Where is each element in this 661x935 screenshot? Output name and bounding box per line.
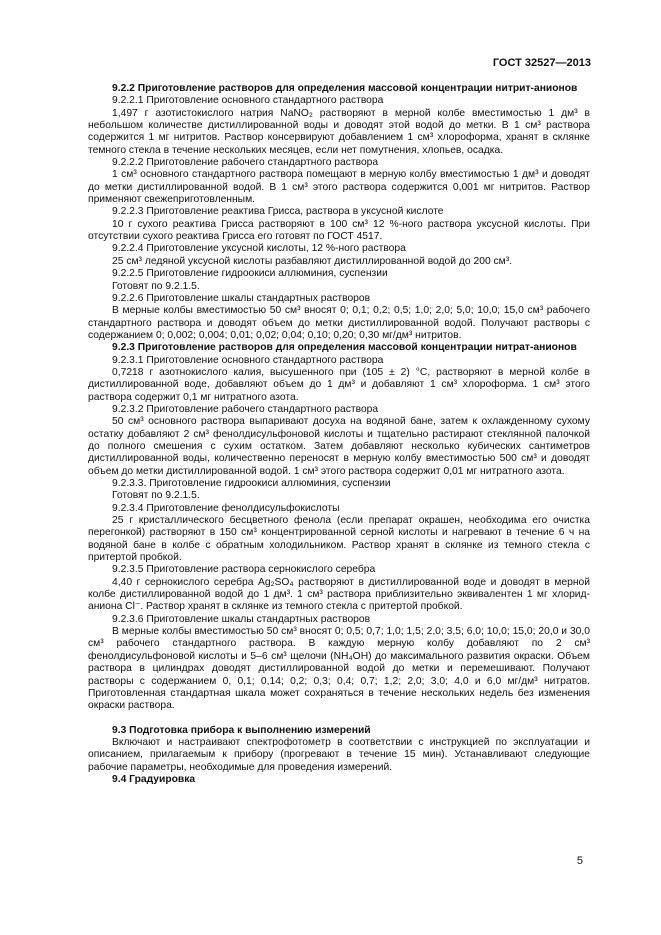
paragraph: 0,7218 г азотнокислого калия, высушенного при (105 ± 2) °С, растворяют в мерной колбе в дистиллированной воде, добавляют объем до 1 дм³ и добавляют 1 см³ хлороформа. 1 см³ этого раствора содержит 0,1 мг нитратного азота. <box>88 366 590 403</box>
paragraph: 4,40 г сернокислого серебра Ag₂SO₄ растворяют в дистиллированной воде и доводят в мерной колбе дистиллированной водой до 1 дм³. 1 см³ раствора приблизительно эквивалентен 1 мг хлорид-аниона Cl⁻. Раствор хранят в склянке из темного стекла с притертой пробкой. <box>88 576 590 613</box>
paragraph: 9.2.2.6 Приготовление шкалы стандартных растворов <box>112 292 371 304</box>
paragraph: 1 см³ основного стандартного раствора помещают в мерную колбу вместимостью 1 дм³ и доводят до метки дистиллированной водой. В 1 см³ этого раствора содержится 0,001 мг нитритов. Раствор применяют свежеприготовленным. <box>88 169 590 206</box>
section-spacer <box>88 713 590 725</box>
paragraph: Готовят по 9.2.1.5. <box>112 490 200 502</box>
paragraph: 50 см³ основного раствора выпаривают досуха на водяной бане, затем к охлажденному сухому остатку добавляют 2 см³ фенолдисульфоновой кислоты и тщательно растирают стеклянной палочкой до полного смешения с сухим остатком. Затем добавляют несколько кубических сантиметров дистиллированной воды, количественно переносят в мерную колбу вместимостью 500 см³ и доводят объем до метки дистиллированной водой. 1 см³ этого раствора содержит 0,01 мг нитратного азота. <box>88 416 590 477</box>
paragraph: 9.2.3 Приготовление растворов для определения массовой концентрации нитрат-анионов <box>112 342 577 354</box>
paragraph: 9.2.2.5 Приготовление гидроокиси аллюминия, суспензии <box>112 268 388 280</box>
paragraph: 9.2.2.3 Приготовление реактива Грисса, раствора в уксусной кислоте <box>112 206 444 218</box>
paragraph: В мерные колбы вместимостью 50 см³ вносят 0; 0,5; 0,7; 1,0; 1,5; 2,0; 3,5; 6,0; 10,0; 15,0; 20,0 и 30,0 см³ рабочего стандартного раствора. В каждую мерную колбу добавляют по 2 см³ фенолдисульфоновой кислоты и 5–6 см³ щелочи (NH₄OH) до максимального развития окраски. Объем раствора в цилиндрах доводят дистиллированной водой до метки и перемешивают. Получают растворы с содержанием 0, 0,1; 0,14; 0,2; 0,3; 0,4; 0,7; 1,2; 2,0; 3,0; 4,0 и 6,0 мг/дм³ нитратов. Приготовленная стандартная шкала может сохраняться в течение нескольких недель без изменения окраски раствора. <box>88 626 590 712</box>
paragraph: 9.2.3.6 Приготовление шкалы стандартных растворов <box>112 613 371 625</box>
document-body <box>88 83 590 786</box>
paragraph: 9.2.2.4 Приготовление уксусной кислоты, 12 %-ного раствора <box>112 243 406 255</box>
paragraph: 25 см³ ледяной уксусной кислоты разбавляют дистиллированной водой до 200 см³. <box>112 255 513 267</box>
section-9-4-title: 9.4 Градуировка <box>112 773 196 785</box>
paragraph: 9.2.3.4 Приготовление фенолдисульфокислоты <box>112 502 340 514</box>
paragraph: В мерные колбы вместимостью 50 см³ вносят 0; 0,1; 0,2; 0,5; 1,0; 2,0; 5,0; 10,0; 15,0 см³ рабочего стандартного раствора и доводят объем до метки дистиллированной водой. Получают растворы с содержанием 0; 0,002; 0,004; 0,01; 0,02; 0,04; 0,10; 0,20; 0,30 мг/дм³ нитритов. <box>88 305 590 341</box>
section-9-3-title: 9.3 Подготовка прибора к выполнению измерений <box>112 724 371 736</box>
section-9-3-text: Включают и настраивают спектрофотометр в соответствии с инструкцией по эксплуатации и описанием, прилагаемым к прибору (прогревают в течение 15 мин). Устанавливают следующие рабочие параметры, необходимые для проведения измерений. <box>88 736 590 773</box>
standard-header: ГОСТ 32527—2013 <box>492 57 591 69</box>
paragraph: 1,497 г азотистокислого натрия NaNO₂ растворяют в мерной колбе вместимостью 1 дм³ в небольшом количестве дистиллированной воды и доводят этой водой до метки. В 1 см³ раствора содержится 1 мг нитритов. Раствор консервируют добавлением 1 см³ хлороформа, хранят в склянке темного стекла в течение нескольких месяцев, если нет помутнения, хлопьев, осадка. <box>88 107 590 156</box>
paragraph: 9.2.2 Приготовление растворов для определения массовой концентрации нитрит-анионов <box>112 83 578 94</box>
paragraph: 9.2.2.1 Приготовление основного стандартного раствора <box>112 95 384 107</box>
page-number: 5 <box>576 855 583 867</box>
paragraph: 25 г кристаллического бесцветного фенола (если препарат окрашен, необходима его очистка перегонкой) растворяют в 150 см³ концентрированной серной кислоты и нагревают в течение 6 ч на водяной бане в колбе с обратным холодильником. Раствор хранят в склянке из темного стекла с притертой пробкой. <box>88 515 590 564</box>
paragraph: Готовят по 9.2.1.5. <box>112 280 200 292</box>
paragraph-list <box>88 83 590 713</box>
paragraph: 9.2.3.2 Приготовление рабочего стандартного раствора <box>112 403 379 415</box>
paragraph: 9.2.3.5 Приготовление раствора сернокислого серебра <box>112 564 376 576</box>
paragraph: 10 г сухого реактива Грисса растворяют в 100 см³ 12 %-ного раствора уксусной кислоты. При отсутствии сухого реактива Грисса его готовят по ГОСТ 4517. <box>88 218 590 243</box>
paragraph: 9.2.3.1 Приготовление основного стандартного раствора <box>112 354 384 366</box>
paragraph: 9.2.2.2 Приготовление рабочего стандартного раствора <box>112 157 379 169</box>
paragraph: 9.2.3.3. Приготовление гидроокиси аллюминия, суспензии <box>112 478 391 489</box>
